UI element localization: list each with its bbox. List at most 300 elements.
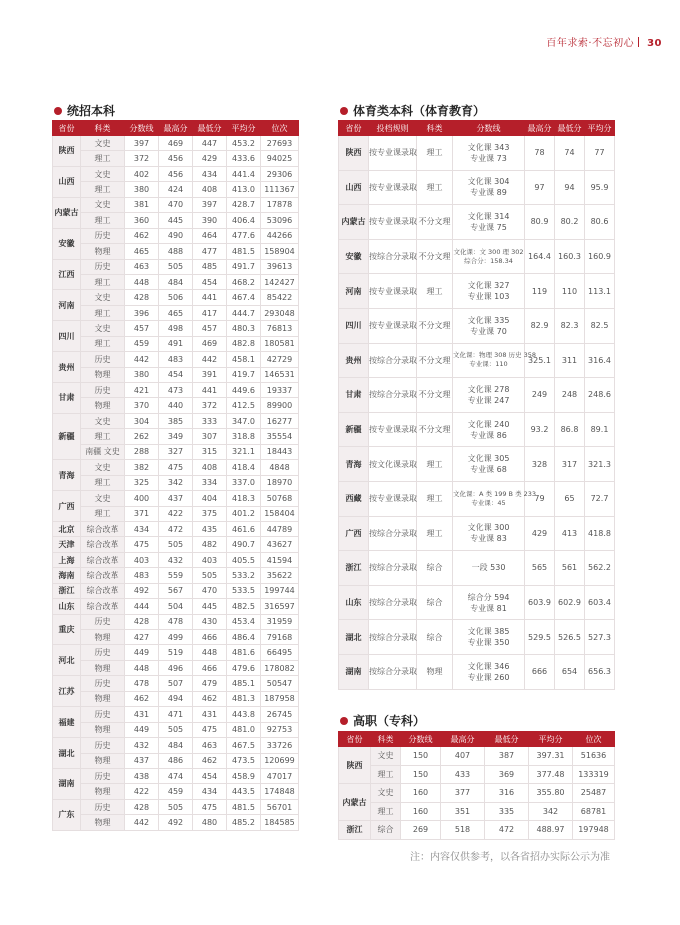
value-cell: 53096 xyxy=(261,213,299,228)
table-row xyxy=(339,239,615,274)
value-cell: 97 xyxy=(525,170,555,205)
score-line-1: 文化课 346 xyxy=(467,661,510,671)
header-divider xyxy=(638,37,639,47)
value-cell: 77 xyxy=(585,136,615,171)
category-cell: 历史 xyxy=(81,352,125,367)
province-cell: 甘肃 xyxy=(339,378,369,413)
value-cell: 491.7 xyxy=(227,259,261,274)
value-cell: 150 xyxy=(401,747,441,766)
table-row xyxy=(53,197,299,212)
province-cell: 河北 xyxy=(53,645,81,676)
column-header: 平均分 xyxy=(529,732,573,747)
value-cell: 78 xyxy=(525,136,555,171)
table-row xyxy=(53,413,299,428)
value-cell: 325 xyxy=(125,475,159,490)
table-row xyxy=(53,398,299,413)
category-cell: 综合改革 xyxy=(81,537,125,552)
value-cell: 461.6 xyxy=(227,521,261,536)
admission-rule-cell: 按综合分录取 xyxy=(369,516,417,551)
value-cell: 293048 xyxy=(261,305,299,320)
category-cell: 理工 xyxy=(81,305,125,320)
value-cell: 432 xyxy=(125,738,159,753)
value-cell: 472 xyxy=(159,521,193,536)
value-cell: 561 xyxy=(555,551,585,586)
value-cell: 382 xyxy=(125,460,159,475)
value-cell: 428 xyxy=(125,799,159,814)
value-cell: 397 xyxy=(125,136,159,151)
score-line-2: 专业课 68 xyxy=(470,465,507,475)
value-cell: 66495 xyxy=(261,645,299,660)
category-cell: 历史 xyxy=(81,383,125,398)
value-cell: 321.1 xyxy=(227,444,261,459)
province-cell: 江西 xyxy=(53,259,81,290)
score-line-2: 专业课：110 xyxy=(469,360,508,369)
value-cell: 56701 xyxy=(261,799,299,814)
province-cell: 甘肃 xyxy=(53,383,81,414)
admission-rule-cell: 按专业课录取 xyxy=(369,308,417,343)
value-cell: 453.2 xyxy=(227,136,261,151)
value-cell: 481.5 xyxy=(227,799,261,814)
value-cell: 533.5 xyxy=(227,583,261,598)
category-cell: 文史 xyxy=(371,784,401,803)
province-cell: 山东 xyxy=(53,599,81,614)
score-line-1: 一段 530 xyxy=(471,563,506,573)
value-cell: 481.0 xyxy=(227,722,261,737)
value-cell: 72.7 xyxy=(585,481,615,516)
value-cell: 494 xyxy=(159,691,193,706)
value-cell: 316.4 xyxy=(585,343,615,378)
admission-rule-cell: 按综合分录取 xyxy=(369,654,417,689)
category-cell: 历史 xyxy=(81,228,125,243)
value-cell: 490.7 xyxy=(227,537,261,552)
value-cell: 187958 xyxy=(261,691,299,706)
score-line-1: 文化课 314 xyxy=(467,211,510,221)
category-cell: 综合改革 xyxy=(81,552,125,567)
value-cell: 26745 xyxy=(261,707,299,722)
province-cell: 安徽 xyxy=(53,228,81,259)
province-cell: 浙江 xyxy=(339,551,369,586)
value-cell: 434 xyxy=(125,521,159,536)
value-cell: 51636 xyxy=(573,747,615,766)
table-row xyxy=(339,412,615,447)
value-cell: 462 xyxy=(125,228,159,243)
table-row xyxy=(339,585,615,620)
value-cell: 456 xyxy=(159,166,193,181)
value-cell: 397.31 xyxy=(529,747,573,766)
value-cell: 35554 xyxy=(261,429,299,444)
value-cell: 464 xyxy=(193,228,227,243)
value-cell: 442 xyxy=(125,352,159,367)
score-line-1: 文化课 335 xyxy=(467,315,510,325)
value-cell: 18443 xyxy=(261,444,299,459)
category-cell: 理工 xyxy=(81,151,125,166)
province-cell: 湖北 xyxy=(53,738,81,769)
column-header: 省份 xyxy=(53,121,81,136)
score-line-2: 专业课 70 xyxy=(470,326,507,336)
value-cell: 82.3 xyxy=(555,308,585,343)
value-cell: 82.9 xyxy=(525,308,555,343)
value-cell: 68781 xyxy=(573,802,615,821)
score-line-cell xyxy=(453,620,525,655)
value-cell: 505 xyxy=(193,568,227,583)
admission-rule-cell: 按专业课录取 xyxy=(369,412,417,447)
province-cell: 海南 xyxy=(53,568,81,583)
score-line-2: 专业课 81 xyxy=(470,603,507,613)
value-cell: 262 xyxy=(125,429,159,444)
footnote: 注：内容仅供参考，以各省招办实际公示为准 xyxy=(410,852,610,863)
table-sports-undergrad xyxy=(338,120,615,690)
category-cell: 文史 xyxy=(81,321,125,336)
value-cell: 559 xyxy=(159,568,193,583)
table-row xyxy=(53,552,299,567)
category-cell: 文史 xyxy=(81,491,125,506)
category-cell: 物理 xyxy=(81,630,125,645)
column-header: 位次 xyxy=(261,121,299,136)
value-cell: 449 xyxy=(125,645,159,660)
value-cell: 160.3 xyxy=(555,239,585,274)
value-cell: 199744 xyxy=(261,583,299,598)
value-cell: 480 xyxy=(193,815,227,830)
value-cell: 400 xyxy=(125,491,159,506)
category-cell: 历史 xyxy=(81,614,125,629)
value-cell: 482.5 xyxy=(227,599,261,614)
province-cell: 广西 xyxy=(53,491,81,522)
column-header: 最低分 xyxy=(193,121,227,136)
value-cell: 428 xyxy=(125,614,159,629)
category-cell: 文史 xyxy=(81,166,125,181)
value-cell: 492 xyxy=(125,583,159,598)
category-cell: 物理 xyxy=(81,691,125,706)
score-line-2: 专业课 83 xyxy=(470,534,507,544)
province-cell: 陕西 xyxy=(339,747,371,784)
value-cell: 437 xyxy=(125,753,159,768)
value-cell: 465 xyxy=(159,305,193,320)
value-cell: 603.4 xyxy=(585,585,615,620)
category-cell: 历史 xyxy=(81,799,125,814)
value-cell: 421 xyxy=(125,383,159,398)
value-cell: 33726 xyxy=(261,738,299,753)
category-cell: 文史 xyxy=(81,136,125,151)
value-cell: 505 xyxy=(159,537,193,552)
score-line-1: 文化课 343 xyxy=(467,142,510,152)
score-line-1: 文化课：A 类 199 B 类 233 xyxy=(453,489,537,498)
admission-rule-cell: 按综合分录取 xyxy=(369,551,417,586)
table-row xyxy=(53,321,299,336)
value-cell: 397 xyxy=(193,197,227,212)
value-cell: 496 xyxy=(159,660,193,675)
value-cell: 160.9 xyxy=(585,239,615,274)
value-cell: 50768 xyxy=(261,491,299,506)
category-cell: 南疆 文史 xyxy=(81,444,125,459)
value-cell: 396 xyxy=(125,305,159,320)
value-cell: 31959 xyxy=(261,614,299,629)
category-cell: 理工 xyxy=(81,213,125,228)
value-cell: 387 xyxy=(485,747,529,766)
column-header: 投档规则 xyxy=(369,121,417,136)
score-line-1: 文化课 300 xyxy=(467,523,510,533)
score-line-2: 专业课 75 xyxy=(470,222,507,232)
category-cell: 综合 xyxy=(417,551,453,586)
score-line-cell xyxy=(453,585,525,620)
value-cell: 457 xyxy=(193,321,227,336)
category-cell: 物理 xyxy=(81,722,125,737)
value-cell: 327 xyxy=(159,444,193,459)
value-cell: 381 xyxy=(125,197,159,212)
province-cell: 河南 xyxy=(339,274,369,309)
value-cell: 405.5 xyxy=(227,552,261,567)
value-cell: 111367 xyxy=(261,182,299,197)
admission-rule-cell: 按专业课录取 xyxy=(369,170,417,205)
table-row xyxy=(53,645,299,660)
value-cell: 79168 xyxy=(261,630,299,645)
column-header: 最高分 xyxy=(525,121,555,136)
score-line-1: 文化课 304 xyxy=(467,177,510,187)
value-cell: 316 xyxy=(485,784,529,803)
category-cell: 综合 xyxy=(371,821,401,840)
value-cell: 431 xyxy=(193,707,227,722)
value-cell: 518 xyxy=(441,821,485,840)
value-cell: 85422 xyxy=(261,290,299,305)
value-cell: 328 xyxy=(525,447,555,482)
table-row xyxy=(53,444,299,459)
value-cell: 288 xyxy=(125,444,159,459)
value-cell: 527.3 xyxy=(585,620,615,655)
value-cell: 479.6 xyxy=(227,660,261,675)
bullet-icon xyxy=(340,717,348,725)
score-line-2: 专业课 350 xyxy=(467,638,510,648)
value-cell: 486 xyxy=(159,753,193,768)
value-cell: 335 xyxy=(485,802,529,821)
score-line-cell xyxy=(453,654,525,689)
category-cell: 历史 xyxy=(81,768,125,783)
value-cell: 89900 xyxy=(261,398,299,413)
value-cell: 197948 xyxy=(573,821,615,840)
value-cell: 453.4 xyxy=(227,614,261,629)
value-cell: 44789 xyxy=(261,521,299,536)
province-cell: 江苏 xyxy=(53,676,81,707)
value-cell: 385 xyxy=(159,413,193,428)
column-header: 最低分 xyxy=(555,121,585,136)
category-cell: 不分文理 xyxy=(417,308,453,343)
value-cell: 413 xyxy=(555,516,585,551)
column-header: 最高分 xyxy=(159,121,193,136)
score-line-1: 文化课 278 xyxy=(467,384,510,394)
table-row xyxy=(339,481,615,516)
value-cell: 506 xyxy=(159,290,193,305)
table-row xyxy=(53,583,299,598)
province-cell: 新疆 xyxy=(53,413,81,459)
value-cell: 488.97 xyxy=(529,821,573,840)
table-row xyxy=(339,378,615,413)
value-cell: 485 xyxy=(193,259,227,274)
table-row xyxy=(339,205,615,240)
category-cell: 理工 xyxy=(81,274,125,289)
value-cell: 372 xyxy=(193,398,227,413)
value-cell: 408 xyxy=(193,182,227,197)
value-cell: 479 xyxy=(193,676,227,691)
value-cell: 422 xyxy=(125,784,159,799)
value-cell: 484 xyxy=(159,738,193,753)
value-cell: 93.2 xyxy=(525,412,555,447)
value-cell: 44266 xyxy=(261,228,299,243)
section-title-unified: 统招本科 xyxy=(54,102,115,119)
category-cell: 文史 xyxy=(81,290,125,305)
value-cell: 404 xyxy=(193,491,227,506)
value-cell: 429 xyxy=(525,516,555,551)
province-cell: 安徽 xyxy=(339,239,369,274)
value-cell: 433 xyxy=(441,765,485,784)
score-line-1: 文化课 240 xyxy=(467,419,510,429)
score-line-1: 文化课 385 xyxy=(467,627,510,637)
value-cell: 441 xyxy=(193,290,227,305)
value-cell: 248.6 xyxy=(585,378,615,413)
value-cell: 491 xyxy=(159,336,193,351)
value-cell: 418.8 xyxy=(585,516,615,551)
province-cell: 重庆 xyxy=(53,614,81,645)
value-cell: 417 xyxy=(193,305,227,320)
value-cell: 454 xyxy=(193,274,227,289)
category-cell: 物理 xyxy=(81,398,125,413)
value-cell: 80.2 xyxy=(555,205,585,240)
value-cell: 360 xyxy=(125,213,159,228)
value-cell: 432 xyxy=(159,552,193,567)
category-cell: 理工 xyxy=(417,136,453,171)
value-cell: 449 xyxy=(125,722,159,737)
table-row xyxy=(53,784,299,799)
column-header: 分数线 xyxy=(401,732,441,747)
table-row xyxy=(53,722,299,737)
table-row xyxy=(53,336,299,351)
table-row xyxy=(53,506,299,521)
value-cell: 377 xyxy=(441,784,485,803)
value-cell: 602.9 xyxy=(555,585,585,620)
value-cell: 454 xyxy=(159,367,193,382)
value-cell: 65 xyxy=(555,481,585,516)
value-cell: 448 xyxy=(193,645,227,660)
category-cell: 历史 xyxy=(81,707,125,722)
value-cell: 318.8 xyxy=(227,429,261,444)
value-cell: 466 xyxy=(193,660,227,675)
column-header: 科类 xyxy=(417,121,453,136)
table-row xyxy=(53,475,299,490)
value-cell: 174848 xyxy=(261,784,299,799)
admission-rule-cell: 按综合分录取 xyxy=(369,343,417,378)
value-cell: 369 xyxy=(485,765,529,784)
table-row xyxy=(339,447,615,482)
province-cell: 内蒙古 xyxy=(53,197,81,228)
category-cell: 综合 xyxy=(417,585,453,620)
value-cell: 475 xyxy=(193,799,227,814)
column-header: 分数线 xyxy=(453,121,525,136)
category-cell: 物理 xyxy=(81,244,125,259)
category-cell: 历史 xyxy=(81,738,125,753)
value-cell: 484 xyxy=(159,274,193,289)
province-cell: 北京 xyxy=(53,521,81,536)
province-cell: 贵州 xyxy=(53,352,81,383)
value-cell: 437 xyxy=(159,491,193,506)
page-header xyxy=(546,34,662,49)
province-cell: 山西 xyxy=(53,166,81,197)
value-cell: 462 xyxy=(193,753,227,768)
category-cell: 物理 xyxy=(81,753,125,768)
province-cell: 广东 xyxy=(53,799,81,830)
value-cell: 505 xyxy=(159,259,193,274)
value-cell: 408 xyxy=(193,460,227,475)
value-cell: 431 xyxy=(125,707,159,722)
value-cell: 445 xyxy=(159,213,193,228)
category-cell: 理工 xyxy=(81,182,125,197)
value-cell: 406.4 xyxy=(227,213,261,228)
value-cell: 113.1 xyxy=(585,274,615,309)
value-cell: 402 xyxy=(125,166,159,181)
value-cell: 470 xyxy=(159,197,193,212)
value-cell: 164.4 xyxy=(525,239,555,274)
table-row xyxy=(53,460,299,475)
province-cell: 上海 xyxy=(53,552,81,567)
category-cell: 物理 xyxy=(81,660,125,675)
value-cell: 380 xyxy=(125,182,159,197)
value-cell: 80.9 xyxy=(525,205,555,240)
category-cell: 不分文理 xyxy=(417,205,453,240)
table-row xyxy=(339,620,615,655)
value-cell: 349 xyxy=(159,429,193,444)
value-cell: 467.4 xyxy=(227,290,261,305)
score-line-2: 综合分：158.34 xyxy=(464,256,513,265)
value-cell: 447 xyxy=(193,136,227,151)
value-cell: 444.7 xyxy=(227,305,261,320)
score-line-cell xyxy=(453,481,537,516)
table-row xyxy=(53,691,299,706)
column-header: 最低分 xyxy=(485,732,529,747)
value-cell: 334 xyxy=(193,475,227,490)
category-cell: 物理 xyxy=(81,367,125,382)
table-row xyxy=(53,136,299,151)
value-cell: 50547 xyxy=(261,676,299,691)
table-row xyxy=(53,305,299,320)
table-row xyxy=(53,676,299,691)
category-cell: 理工 xyxy=(81,475,125,490)
value-cell: 477 xyxy=(193,244,227,259)
province-cell: 山东 xyxy=(339,585,369,620)
value-cell: 428.7 xyxy=(227,197,261,212)
score-line-2: 专业课 89 xyxy=(470,188,507,198)
value-cell: 317 xyxy=(555,447,585,482)
value-cell: 371 xyxy=(125,506,159,521)
value-cell: 462 xyxy=(193,691,227,706)
value-cell: 473.5 xyxy=(227,753,261,768)
table-row xyxy=(339,308,615,343)
value-cell: 95.9 xyxy=(585,170,615,205)
value-cell: 269 xyxy=(401,821,441,840)
value-cell: 86.8 xyxy=(555,412,585,447)
value-cell: 485.1 xyxy=(227,676,261,691)
value-cell: 467.5 xyxy=(227,738,261,753)
table-row xyxy=(53,799,299,814)
value-cell: 444 xyxy=(125,599,159,614)
value-cell: 482 xyxy=(193,537,227,552)
value-cell: 375 xyxy=(193,506,227,521)
column-header: 位次 xyxy=(573,732,615,747)
value-cell: 483 xyxy=(125,568,159,583)
value-cell: 457 xyxy=(125,321,159,336)
category-cell: 不分文理 xyxy=(417,378,453,413)
score-line-cell xyxy=(453,205,525,240)
value-cell: 459 xyxy=(125,336,159,351)
table-row xyxy=(53,383,299,398)
value-cell: 41594 xyxy=(261,552,299,567)
value-cell: 443.5 xyxy=(227,784,261,799)
value-cell: 390 xyxy=(193,213,227,228)
